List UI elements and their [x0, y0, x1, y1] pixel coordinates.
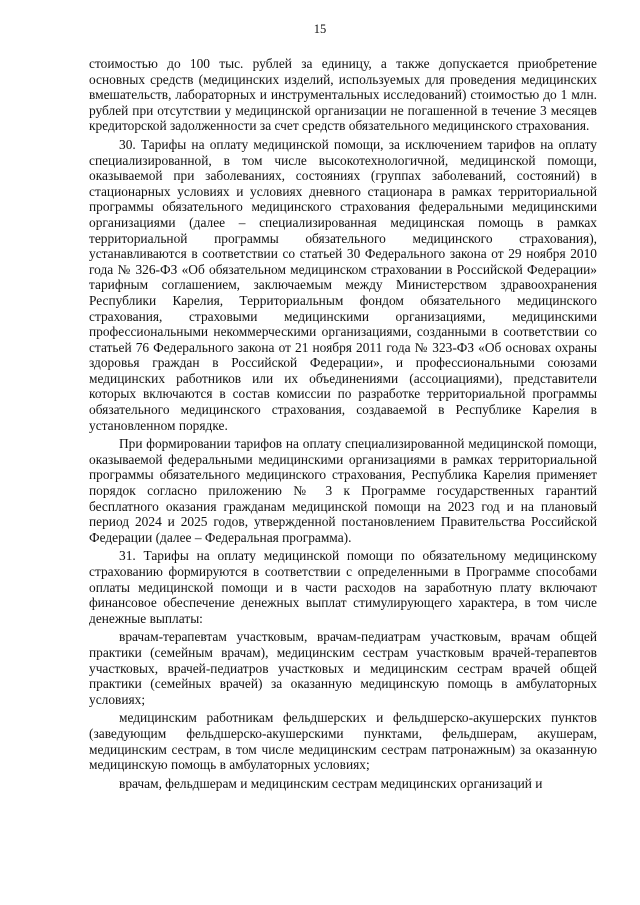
- paragraph-2: 30. Тарифы на оплату медицинской помощи, за исключением тарифов на оплату специализированной, в том числе высокотехнологичной, медицинской помощи, оказываемой при заболеваниях, состояниях (группах заболеваний, состояний) в стационарных условиях и условиях дневного стационара в рамках территориальной программы обязательного медицинского страхования федеральными медицинскими организациями (далее – специализированная медицинская помощь в рамках территориальной программы обязательного медицинского страхования), устанавливаются в соответствии со статьей 30 Федерального закона от 29 ноября 2010 года № 326-ФЗ «Об обязательном медицинском страховании в Российской Федерации» тарифным соглашением, заключаемым между Министерством здравоохранения Республики Карелия, Территориальным фондом обязательного медицинского страхования, страховыми медицинскими организациями, медицинскими профессиональными некоммерческими организациями, созданными в соответствии со статьей 76 Федерального закона от 21 ноября 2011 года № 323-ФЗ «Об основах охраны здоровья граждан в Российской Федерации», и профессиональными союзами медицинских работников или их объединениями (ассоциациями), представители которых включаются в состав комиссии по разработке территориальной программы обязательного медицинского страхования, создаваемой в Республике Карелия в установленном порядке.: [89, 136, 597, 433]
- paragraph-5: врачам-терапевтам участковым, врачам-педиатрам участковым, врачам общей практики (семейным врачам), медицинским сестрам участковым врачей-терапевтов участковых, врачей-педиатров участковых и медицинским сестрам врачей общей практики (семейных врачей) за оказанную медицинскую помощь в амбулаторных условиях;: [89, 629, 597, 707]
- document-body: [89, 56, 597, 794]
- paragraph-4: 31. Тарифы на оплату медицинской помощи по обязательному медицинскому страхованию формируются в соответствии с определенными в Программе способами оплаты медицинской помощи и в части расходов на заработную плату включают финансовое обеспечение денежных выплат стимулирующего характера, в том числе денежные выплаты:: [89, 548, 597, 626]
- paragraph-7: врачам, фельдшерам и медицинским сестрам медицинских организаций и: [119, 775, 543, 791]
- paragraph-1: стоимостью до 100 тыс. рублей за единицу, а также допускается приобретение основных средств (медицинских изделий, используемых для проведения медицинских вмешательств, лабораторных и инструментальных исследований) стоимостью до 1 млн. рублей при отсутствии у медицинской организации не погашенной в течение 3 месяцев кредиторской задолженности за счет средств обязательного медицинского страхования.: [89, 56, 597, 134]
- page-number: 15: [313, 22, 327, 36]
- paragraph-6: медицинским работникам фельдшерских и фельдшерско-акушерских пунктов (заведующим фельдшерско-акушерскими пунктами, фельдшерам, акушерам, медицинским сестрам, в том числе медицинским сестрам патронажным) за оказанную медицинскую помощь в амбулаторных условиях;: [89, 710, 597, 773]
- paragraph-3: При формировании тарифов на оплату специализированной медицинской помощи, оказываемой федеральными медицинскими организациями в рамках территориальной программы обязательного медицинского страхования, Республика Карелия применяет порядок согласно приложению № 3 к Программе государственных гарантий бесплатного оказания гражданам медицинской помощи на 2023 год и на плановый период 2024 и 2025 годов, утвержденной постановлением Правительства Российской Федерации (далее – Федеральная программа).: [89, 436, 597, 545]
